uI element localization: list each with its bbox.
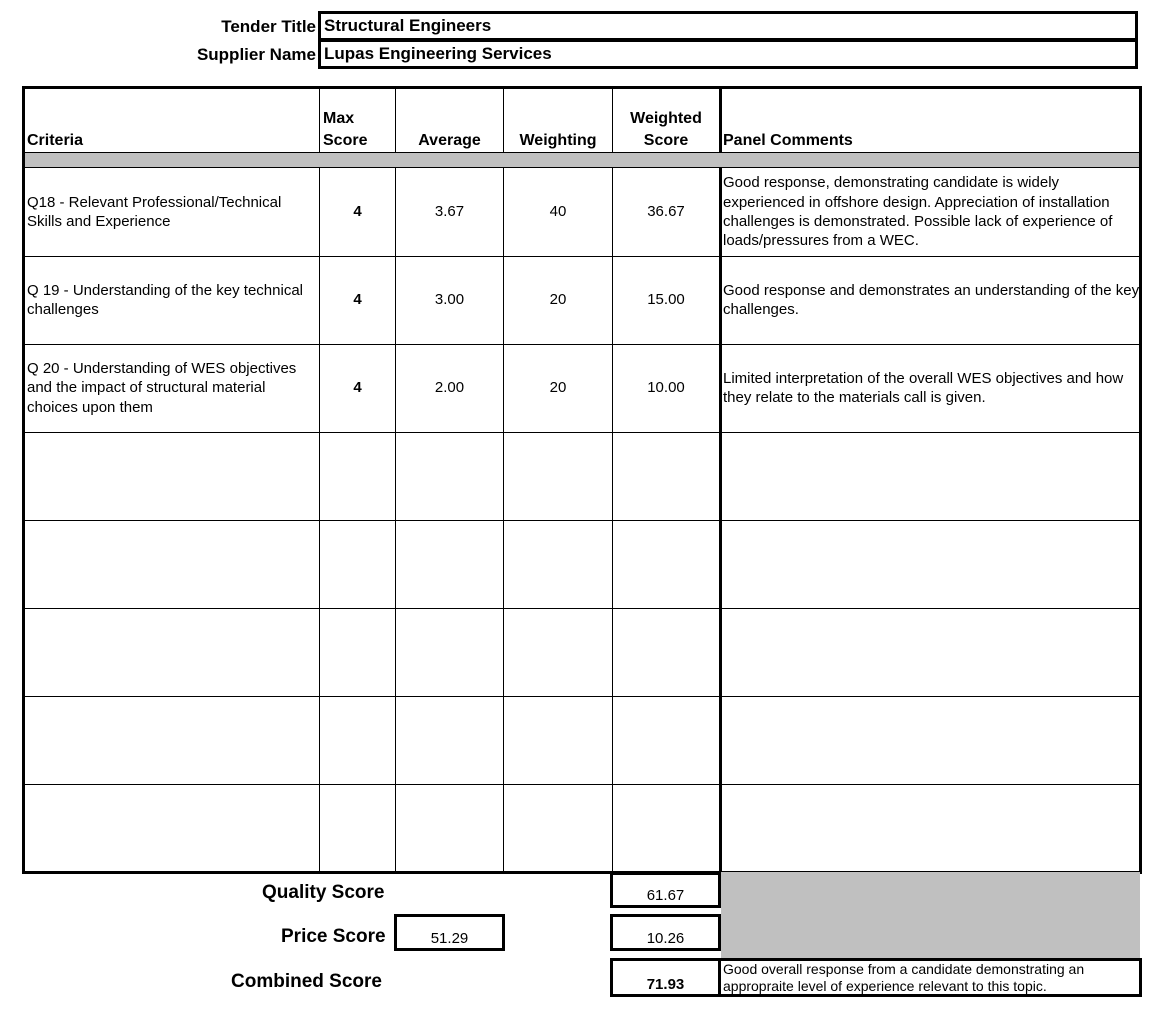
row-q19-criteria: Q 19 - Understanding of the key technical challenges	[27, 281, 303, 318]
summary-gray-panel	[721, 872, 1140, 960]
quality-score-label: Quality Score	[262, 882, 385, 903]
header-weighted-score-line2: Score	[643, 132, 689, 149]
row-q19-weighting: 20	[549, 291, 567, 309]
header-weighted-score	[613, 108, 719, 152]
price-score-value: 10.26	[610, 914, 721, 951]
row-q20-max-score: 4	[353, 379, 362, 397]
row-divider	[25, 696, 1139, 697]
row-divider	[25, 520, 1139, 521]
quality-score-value: 61.67	[610, 872, 721, 908]
row-q20-weighted-score: 10.00	[647, 379, 685, 397]
price-score-label: Price Score	[281, 926, 386, 947]
row-q18-comment: Good response, demonstrating candidate is widely experienced in offshore design. Appreciation of installation challenges is demonstrated. Possible lack of experience of loads/pressures from a WEC.	[723, 174, 1113, 250]
row-q19-comment: Good response and demonstrates an understanding of the key challenges.	[723, 281, 1140, 318]
combined-score-comment: Good overall response from a candidate demonstrating an appropraite level of experience relevant to this topic.	[718, 958, 1142, 997]
combined-score-label: Combined Score	[231, 971, 382, 992]
row-q18-max-score: 4	[353, 203, 362, 221]
col-divider	[719, 89, 722, 871]
tender-title-label: Tender Title	[221, 17, 316, 36]
row-q18-weighting: 40	[549, 203, 567, 221]
row-q20-average: 2.00	[434, 379, 465, 397]
row-q20-weighting: 20	[549, 379, 567, 397]
tender-title-field[interactable]: Structural Engineers	[318, 11, 1138, 41]
header-max-score	[323, 108, 367, 152]
row-q19-weighted-score: 15.00	[647, 291, 685, 309]
row-q19-max-score: 4	[353, 291, 362, 309]
row-q18-criteria: Q18 - Relevant Professional/Technical Skills and Experience	[27, 193, 282, 230]
supplier-name-label: Supplier Name	[196, 45, 316, 64]
row-q18-average: 3.67	[434, 203, 465, 221]
header-weighting: Weighting	[519, 132, 597, 149]
row-q20-comment: Limited interpretation of the overall WES objectives and how they relate to the materials call is given.	[723, 369, 1124, 406]
row-q20-criteria: Q 20 - Understanding of WES objectives and the impact of structural material choices upon them	[27, 359, 297, 416]
row-q19-average: 3.00	[434, 291, 465, 309]
row-divider	[25, 784, 1139, 785]
scoring-table	[22, 86, 1142, 874]
price-score-input[interactable]: 51.29	[394, 914, 505, 951]
header-criteria: Criteria	[27, 132, 84, 149]
row-q18-weighted-score: 36.67	[647, 203, 685, 221]
row-divider	[25, 432, 1139, 433]
supplier-name-field[interactable]: Lupas Engineering Services	[318, 39, 1138, 69]
header-max-score-line2: Score	[323, 132, 368, 149]
combined-score-value: 71.93	[610, 958, 721, 997]
header-max-score-line1: Max	[323, 110, 355, 127]
header-separator-band	[25, 152, 1139, 168]
header-weighted-score-line1: Weighted	[630, 110, 702, 127]
header-panel-comments: Panel Comments	[723, 132, 853, 149]
row-divider	[25, 608, 1139, 609]
header-average: Average	[418, 132, 481, 149]
